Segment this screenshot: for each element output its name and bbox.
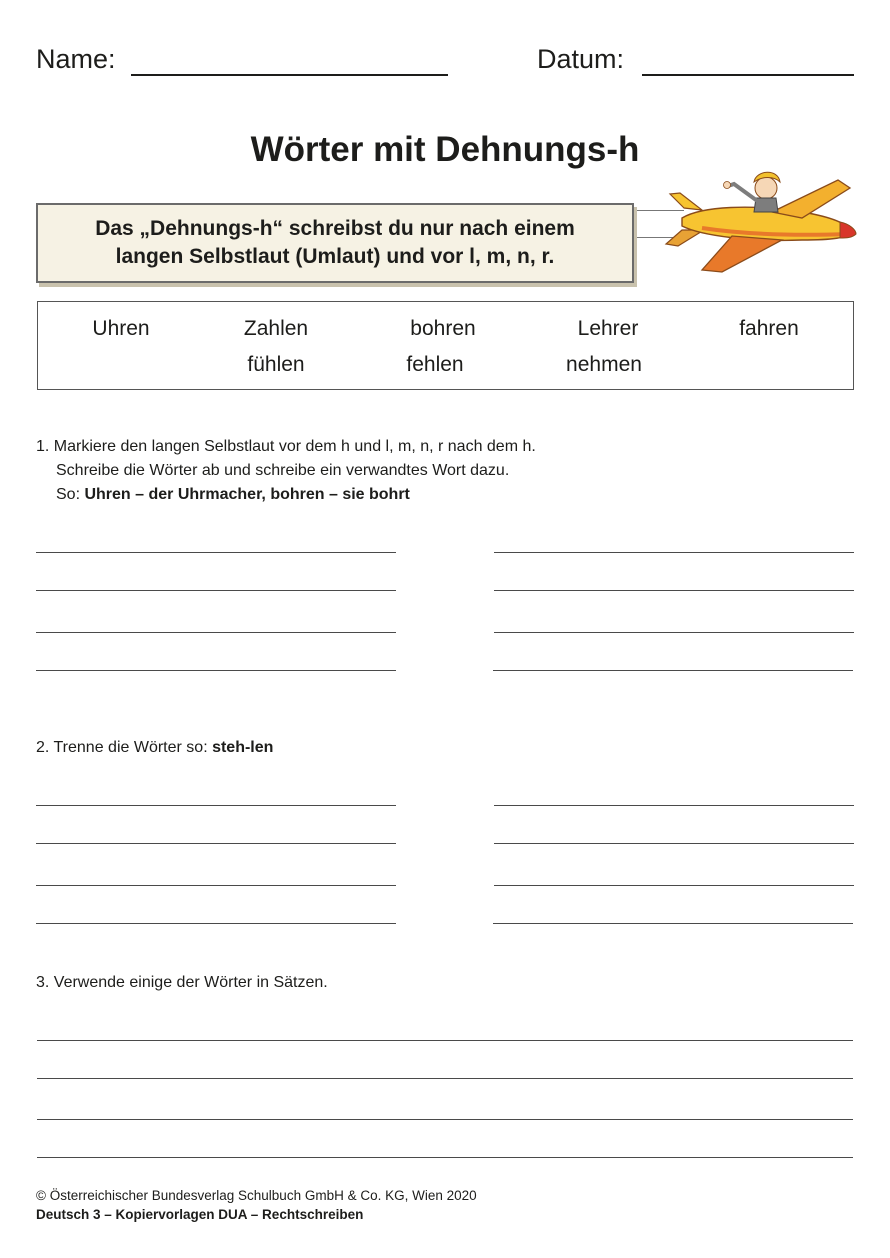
writing-line[interactable] bbox=[36, 670, 396, 671]
task-3: 3. Verwende einige der Wörter in Sätzen. bbox=[36, 974, 328, 991]
footer-series: Deutsch 3 – Kopiervorlagen DUA – Rechtschreiben bbox=[36, 1207, 364, 1222]
task-1-example-prefix: So: bbox=[56, 486, 85, 503]
word-fahren: fahren bbox=[739, 317, 799, 340]
writing-line[interactable] bbox=[36, 590, 396, 591]
airplane-illustration bbox=[662, 160, 858, 278]
task-2-text: 2. Trenne die Wörter so: bbox=[36, 739, 213, 756]
writing-line[interactable] bbox=[494, 552, 854, 553]
writing-line[interactable] bbox=[36, 632, 396, 633]
plane-nose bbox=[840, 222, 856, 238]
writing-line[interactable] bbox=[37, 1157, 853, 1158]
plane-upper-wing bbox=[772, 180, 850, 218]
writing-line[interactable] bbox=[36, 805, 396, 806]
plane-tail-fin bbox=[670, 193, 702, 210]
writing-line[interactable] bbox=[494, 805, 854, 806]
task-1-example bbox=[36, 483, 536, 507]
writing-line[interactable] bbox=[36, 552, 396, 553]
writing-line[interactable] bbox=[37, 1078, 853, 1079]
writing-line[interactable] bbox=[494, 590, 854, 591]
date-field-line[interactable] bbox=[642, 74, 854, 76]
word-uhren: Uhren bbox=[92, 317, 150, 340]
writing-line[interactable] bbox=[36, 843, 396, 844]
plane-lower-wing bbox=[702, 236, 782, 272]
writing-line[interactable] bbox=[494, 632, 854, 633]
footer-copyright: © Österreichischer Bundesverlag Schulbuch GmbH & Co. KG, Wien 2020 bbox=[36, 1188, 477, 1203]
writing-line[interactable] bbox=[36, 885, 396, 886]
task-2-example-bold: steh-len bbox=[212, 739, 274, 756]
word-nehmen: nehmen bbox=[566, 353, 642, 376]
writing-line[interactable] bbox=[493, 923, 853, 924]
pilot-waving-arm bbox=[728, 184, 756, 200]
task-1 bbox=[36, 435, 536, 507]
task-1-line-2: Schreibe die Wörter ab und schreibe ein verwandtes Wort dazu. bbox=[56, 462, 510, 479]
name-label: Name: bbox=[36, 44, 116, 74]
task-1-example-bold: Uhren – der Uhrmacher, bohren – sie bohrt bbox=[84, 486, 410, 503]
word-bohren: bohren bbox=[410, 317, 476, 340]
word-box bbox=[37, 301, 854, 390]
rule-line-1: Das „Dehnungs-h“ schreibst du nur nach einem bbox=[95, 217, 575, 240]
word-fuehlen: fühlen bbox=[247, 353, 305, 376]
writing-line[interactable] bbox=[37, 1119, 853, 1120]
word-lehrer: Lehrer bbox=[577, 317, 639, 340]
word-zahlen: Zahlen bbox=[243, 317, 309, 340]
writing-line[interactable] bbox=[37, 1040, 853, 1041]
writing-line[interactable] bbox=[494, 843, 854, 844]
rule-line-2: langen Selbstlaut (Umlaut) und vor l, m, n, r. bbox=[115, 245, 555, 268]
page-title: Wörter mit Dehnungs-h bbox=[250, 130, 640, 169]
writing-line[interactable] bbox=[36, 923, 396, 924]
task-2 bbox=[36, 736, 273, 760]
word-fehlen: fehlen bbox=[406, 353, 464, 376]
writing-line[interactable] bbox=[494, 885, 854, 886]
writing-line[interactable] bbox=[493, 670, 853, 671]
date-label: Datum: bbox=[537, 44, 625, 74]
task-1-line-1: 1. Markiere den langen Selbstlaut vor dem h und l, m, n, r nach dem h. bbox=[36, 438, 536, 455]
pilot-hand bbox=[724, 182, 731, 189]
pilot-head bbox=[755, 177, 777, 199]
name-field-line[interactable] bbox=[131, 74, 448, 76]
footer bbox=[36, 1186, 477, 1224]
rule-banner bbox=[36, 203, 634, 283]
